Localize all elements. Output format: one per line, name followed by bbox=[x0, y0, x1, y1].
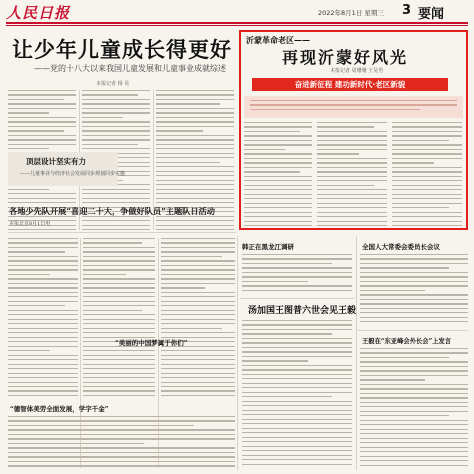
lower-body-col-3 bbox=[161, 238, 235, 398]
pioneers-title: 各地少先队开展“喜迎二十大，争做好队员”主题队日活动 bbox=[9, 206, 215, 216]
news-4-body bbox=[360, 348, 468, 468]
lower-body-col-2 bbox=[83, 238, 155, 398]
lower-body-col-1 bbox=[8, 238, 78, 398]
news-1-title: 韩正在黑龙江调研 bbox=[242, 243, 294, 251]
dateline: 2022年8月1日 星期三 bbox=[318, 9, 384, 17]
lead-title: 让少年儿童成长得更好 bbox=[12, 37, 232, 62]
news-2-title: 汤加国王图普六世会见王毅 bbox=[248, 306, 357, 316]
bottom-left-body bbox=[8, 416, 235, 470]
news-3-body bbox=[360, 254, 468, 326]
featured-title: 再现沂蒙好风光 bbox=[282, 48, 409, 67]
lead-subtitle: ——党的十八大以来我国儿童发展和儿童事业成就综述 bbox=[34, 64, 226, 73]
featured-body-col-3 bbox=[392, 122, 462, 226]
news-3-title: 全国人大常委会委员长会议 bbox=[362, 243, 440, 251]
news-2-body bbox=[242, 320, 352, 468]
side-box-subtitle: ——儿童事业与经济社会发展同步规划同步实施 bbox=[20, 171, 126, 177]
featured-banner: 奋进新征程 建功新时代·老区新貌 bbox=[252, 78, 448, 91]
mid-quote-head: “美丽的中国梦属于你们” bbox=[115, 339, 188, 347]
newspaper-logo: 人民日报 bbox=[6, 4, 71, 22]
pioneers-byline: 本报北京8月1日电 bbox=[9, 221, 51, 227]
featured-body-col-2 bbox=[317, 122, 387, 226]
news-1-body bbox=[242, 254, 352, 294]
page-number: 3 bbox=[402, 3, 412, 18]
featured-kicker: 沂蒙革命老区—— bbox=[246, 35, 310, 45]
featured-body-col-1 bbox=[244, 122, 312, 226]
bottom-left-head: “德智体美劳全面发展，学字千金” bbox=[10, 405, 109, 413]
lead-byline: 本报记者 杨 昊 bbox=[96, 81, 130, 87]
featured-byline: 本报记者 周珊珊 王昊男 bbox=[330, 68, 384, 74]
masthead-rule-thin bbox=[6, 25, 468, 26]
masthead-rule bbox=[6, 22, 468, 24]
featured-pullquote bbox=[244, 96, 463, 118]
page-name: 要闻 bbox=[418, 7, 445, 22]
side-box-title: 顶层设计坚实有力 bbox=[26, 157, 86, 166]
news-4-title: 王毅在“东亚峰会外长会”上发言 bbox=[362, 338, 452, 345]
